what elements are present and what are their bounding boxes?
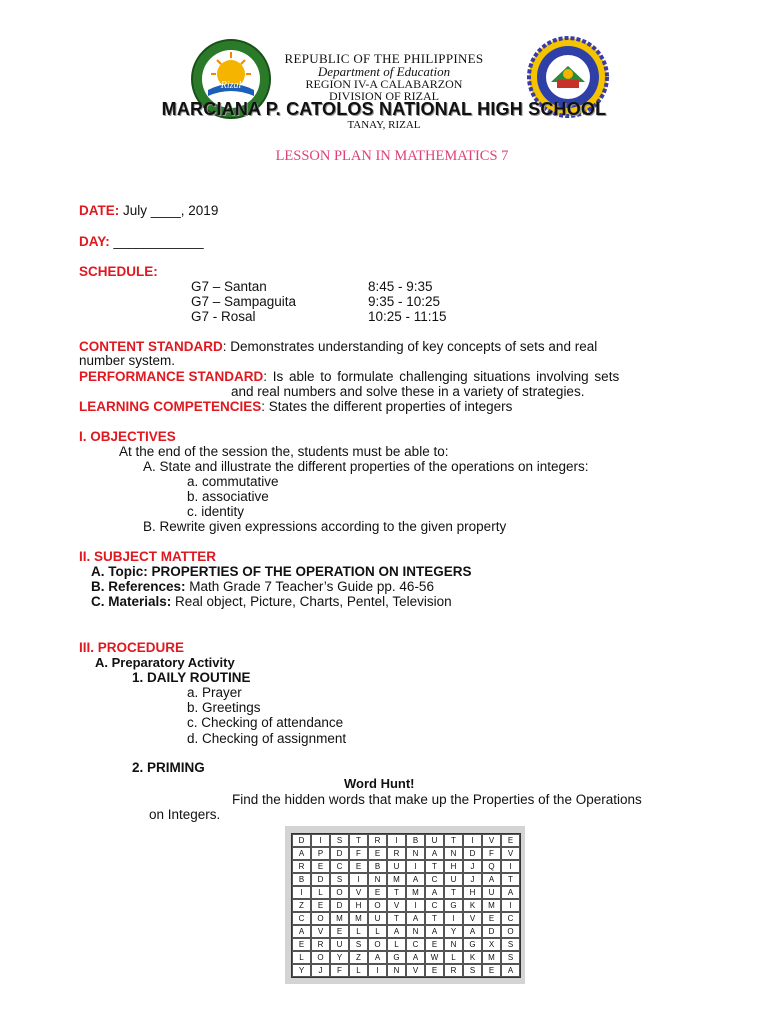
grid-cell: K: [463, 951, 482, 964]
preparatory-activity: A. Preparatory Activity: [95, 655, 235, 670]
grid-cell: A: [387, 925, 406, 938]
grid-cell: R: [387, 847, 406, 860]
word-hunt-instruction-cont: on Integers.: [149, 807, 221, 822]
grid-cell: T: [444, 834, 463, 847]
grid-cell: A: [425, 847, 444, 860]
grid-cell: H: [444, 860, 463, 873]
grid-cell: S: [501, 938, 520, 951]
grid-cell: J: [311, 964, 330, 977]
references-line: [91, 579, 434, 594]
department-line: Department of Education: [317, 64, 451, 79]
grid-cell: E: [425, 938, 444, 951]
grid-cell: G: [387, 951, 406, 964]
grid-cell: R: [444, 964, 463, 977]
schedule-time: 9:35 - 10:25: [368, 294, 441, 309]
grid-cell: A: [292, 847, 311, 860]
grid-cell: C: [292, 912, 311, 925]
materials-label: C. Materials:: [91, 594, 172, 609]
grid-cell: I: [387, 834, 406, 847]
objective-b: B. Rewrite given expressions according to the given property: [143, 519, 507, 534]
references-label: B. References:: [91, 579, 186, 594]
grid-cell: E: [311, 899, 330, 912]
content-standard: [79, 339, 597, 354]
grid-cell: T: [349, 834, 368, 847]
grid-cell: A: [501, 964, 520, 977]
performance-standard-text: : Is able to formulate challenging situations involving sets: [263, 369, 620, 384]
routine-item: c. Checking of attendance: [187, 715, 344, 730]
word-hunt-title: Word Hunt!: [344, 776, 415, 791]
schedule-section: G7 - Rosal: [191, 309, 256, 324]
daily-routine-heading: 1. DAILY ROUTINE: [132, 670, 251, 685]
grid-cell: H: [349, 899, 368, 912]
objective-a-item: a. commutative: [187, 474, 279, 489]
grid-cell: V: [406, 964, 425, 977]
region-line: REGION IV-A CALABARZON: [305, 77, 463, 91]
performance-standard: [79, 369, 691, 384]
grid-cell: D: [311, 873, 330, 886]
grid-cell: A: [406, 873, 425, 886]
grid-cell: U: [425, 834, 444, 847]
grid-cell: E: [482, 912, 501, 925]
content-standard-label: CONTENT STANDARD: [79, 339, 223, 354]
grid-cell: S: [330, 834, 349, 847]
grid-cell: Z: [292, 899, 311, 912]
grid-cell: F: [349, 847, 368, 860]
grid-cell: M: [330, 912, 349, 925]
grid-cell: S: [349, 938, 368, 951]
grid-cell: L: [311, 886, 330, 899]
grid-cell: N: [368, 873, 387, 886]
grid-cell: A: [406, 951, 425, 964]
grid-cell: L: [368, 925, 387, 938]
grid-cell: A: [406, 912, 425, 925]
grid-cell: S: [330, 873, 349, 886]
grid-cell: M: [482, 951, 501, 964]
grid-cell: S: [463, 964, 482, 977]
grid-cell: L: [292, 951, 311, 964]
grid-cell: U: [368, 912, 387, 925]
grid-cell: R: [368, 834, 387, 847]
grid-cell: Y: [444, 925, 463, 938]
grid-cell: H: [463, 886, 482, 899]
grid-cell: P: [311, 847, 330, 860]
grid-cell: O: [368, 899, 387, 912]
grid-cell: E: [501, 834, 520, 847]
topic-value: PROPERTIES OF THE OPERATION ON INTEGERS: [147, 564, 472, 579]
grid-cell: E: [425, 964, 444, 977]
grid-cell: R: [311, 938, 330, 951]
grid-cell: I: [501, 899, 520, 912]
grid-cell: B: [406, 834, 425, 847]
grid-cell: M: [406, 886, 425, 899]
word-hunt-instruction: Find the hidden words that make up the Properties of the Operations: [232, 792, 642, 807]
grid-cell: N: [406, 847, 425, 860]
day-value: ____________: [109, 234, 204, 249]
grid-cell: E: [292, 938, 311, 951]
grid-cell: O: [501, 925, 520, 938]
performance-standard-label: PERFORMANCE STANDARD: [79, 369, 264, 384]
grid-cell: C: [425, 873, 444, 886]
grid-cell: M: [387, 873, 406, 886]
division-line: DIVISION OF RIZAL: [329, 89, 439, 103]
grid-cell: E: [368, 886, 387, 899]
grid-cell: C: [330, 860, 349, 873]
grid-cell: I: [463, 834, 482, 847]
procedure-heading: III. PROCEDURE: [79, 640, 185, 655]
grid-cell: R: [292, 860, 311, 873]
grid-cell: X: [482, 938, 501, 951]
grid-cell: O: [330, 886, 349, 899]
grid-cell: T: [425, 860, 444, 873]
content-standard-text-cont: number system.: [79, 353, 176, 368]
objective-a-item: b. associative: [187, 489, 269, 504]
objectives-heading: I. OBJECTIVES: [79, 429, 176, 444]
town-line: TANAY, RIZAL: [347, 119, 421, 131]
school-name: MARCIANA P. CATOLOS NATIONAL HIGH SCHOOL: [161, 99, 607, 119]
grid-cell: C: [425, 899, 444, 912]
grid-cell: I: [501, 860, 520, 873]
schedule-time: 10:25 - 11:15: [368, 309, 447, 324]
grid-cell: O: [311, 951, 330, 964]
grid-cell: G: [463, 938, 482, 951]
grid-cell: A: [425, 925, 444, 938]
grid-cell: L: [444, 951, 463, 964]
grid-cell: V: [311, 925, 330, 938]
grid-cell: O: [311, 912, 330, 925]
grid-cell: I: [368, 964, 387, 977]
word-grid: [291, 833, 521, 978]
grid-cell: D: [482, 925, 501, 938]
grid-cell: M: [349, 912, 368, 925]
grid-cell: T: [444, 886, 463, 899]
grid-cell: J: [463, 860, 482, 873]
grid-cell: D: [330, 847, 349, 860]
grid-cell: T: [501, 873, 520, 886]
day-line: [79, 234, 204, 249]
grid-cell: A: [501, 886, 520, 899]
objective-a: A. State and illustrate the different properties of the operations on integers:: [143, 459, 589, 474]
schedule-time: 8:45 - 9:35: [368, 279, 433, 294]
grid-cell: Y: [292, 964, 311, 977]
grid-cell: B: [368, 860, 387, 873]
grid-cell: L: [349, 964, 368, 977]
objective-a-item: c. identity: [187, 504, 245, 519]
grid-cell: E: [330, 925, 349, 938]
grid-cell: V: [501, 847, 520, 860]
grid-cell: W: [425, 951, 444, 964]
grid-cell: U: [387, 860, 406, 873]
grid-cell: E: [349, 860, 368, 873]
grid-cell: U: [482, 886, 501, 899]
grid-cell: K: [463, 899, 482, 912]
priming-heading: 2. PRIMING: [132, 760, 205, 775]
routine-item: d. Checking of assignment: [187, 731, 347, 746]
grid-cell: S: [501, 951, 520, 964]
grid-cell: I: [406, 899, 425, 912]
schedule-section: G7 – Sampaguita: [191, 294, 297, 309]
grid-cell: I: [444, 912, 463, 925]
date-value: July ____, 2019: [119, 203, 219, 218]
left-logo-text: Rizal: [220, 80, 242, 91]
grid-cell: G: [444, 899, 463, 912]
republic-line: REPUBLIC OF THE PHILIPPINES: [284, 51, 484, 66]
day-label: DAY:: [79, 234, 110, 249]
grid-cell: N: [406, 925, 425, 938]
grid-cell: B: [292, 873, 311, 886]
word-hunt-puzzle: [285, 826, 525, 984]
date-line: [79, 203, 218, 218]
grid-cell: T: [425, 912, 444, 925]
schedule-label: SCHEDULE:: [79, 264, 158, 279]
topic-label: A. Topic:: [91, 564, 148, 579]
grid-cell: V: [482, 834, 501, 847]
grid-cell: I: [406, 860, 425, 873]
grid-cell: N: [444, 938, 463, 951]
grid-cell: J: [463, 873, 482, 886]
grid-cell: U: [444, 873, 463, 886]
grid-cell: A: [368, 951, 387, 964]
grid-cell: A: [292, 925, 311, 938]
date-label: DATE:: [79, 203, 120, 218]
grid-cell: T: [387, 912, 406, 925]
grid-cell: F: [330, 964, 349, 977]
grid-cell: V: [463, 912, 482, 925]
routine-item: b. Greetings: [187, 700, 261, 715]
performance-standard-text-cont: and real numbers and solve these in a variety of strategies.: [231, 384, 585, 399]
grid-cell: L: [387, 938, 406, 951]
grid-cell: E: [311, 860, 330, 873]
learning-competencies: [79, 399, 512, 414]
grid-cell: I: [349, 873, 368, 886]
references-value: Math Grade 7 Teacher’s Guide pp. 46-56: [185, 579, 434, 594]
grid-cell: O: [368, 938, 387, 951]
materials-line: [91, 594, 452, 609]
grid-cell: A: [463, 925, 482, 938]
subject-matter-heading: II. SUBJECT MATTER: [79, 549, 217, 564]
grid-cell: Z: [349, 951, 368, 964]
grid-cell: Q: [482, 860, 501, 873]
grid-cell: D: [463, 847, 482, 860]
grid-cell: I: [311, 834, 330, 847]
grid-cell: N: [387, 964, 406, 977]
objectives-intro: At the end of the session the, students must be able to:: [119, 444, 449, 459]
grid-cell: M: [482, 899, 501, 912]
grid-cell: I: [292, 886, 311, 899]
grid-cell: L: [349, 925, 368, 938]
grid-cell: E: [368, 847, 387, 860]
routine-item: a. Prayer: [187, 685, 242, 700]
schedule-section: G7 – Santan: [191, 279, 267, 294]
learning-competencies-label: LEARNING COMPETENCIES: [79, 399, 262, 414]
grid-cell: C: [406, 938, 425, 951]
grid-cell: A: [425, 886, 444, 899]
grid-cell: E: [482, 964, 501, 977]
materials-value: Real object, Picture, Charts, Pentel, Television: [171, 594, 452, 609]
grid-cell: Y: [330, 951, 349, 964]
grid-cell: N: [444, 847, 463, 860]
grid-cell: D: [292, 834, 311, 847]
grid-cell: C: [501, 912, 520, 925]
grid-cell: D: [330, 899, 349, 912]
grid-cell: T: [387, 886, 406, 899]
lesson-plan-title: LESSON PLAN IN MATHEMATICS 7: [275, 148, 509, 164]
topic-line: [91, 564, 472, 579]
learning-competencies-text: : States the different properties of integers: [261, 399, 513, 414]
grid-cell: A: [482, 873, 501, 886]
grid-cell: V: [387, 899, 406, 912]
grid-cell: V: [349, 886, 368, 899]
grid-cell: U: [330, 938, 349, 951]
content-standard-text: : Demonstrates understanding of key concepts of sets and real: [222, 339, 598, 354]
grid-cell: F: [482, 847, 501, 860]
